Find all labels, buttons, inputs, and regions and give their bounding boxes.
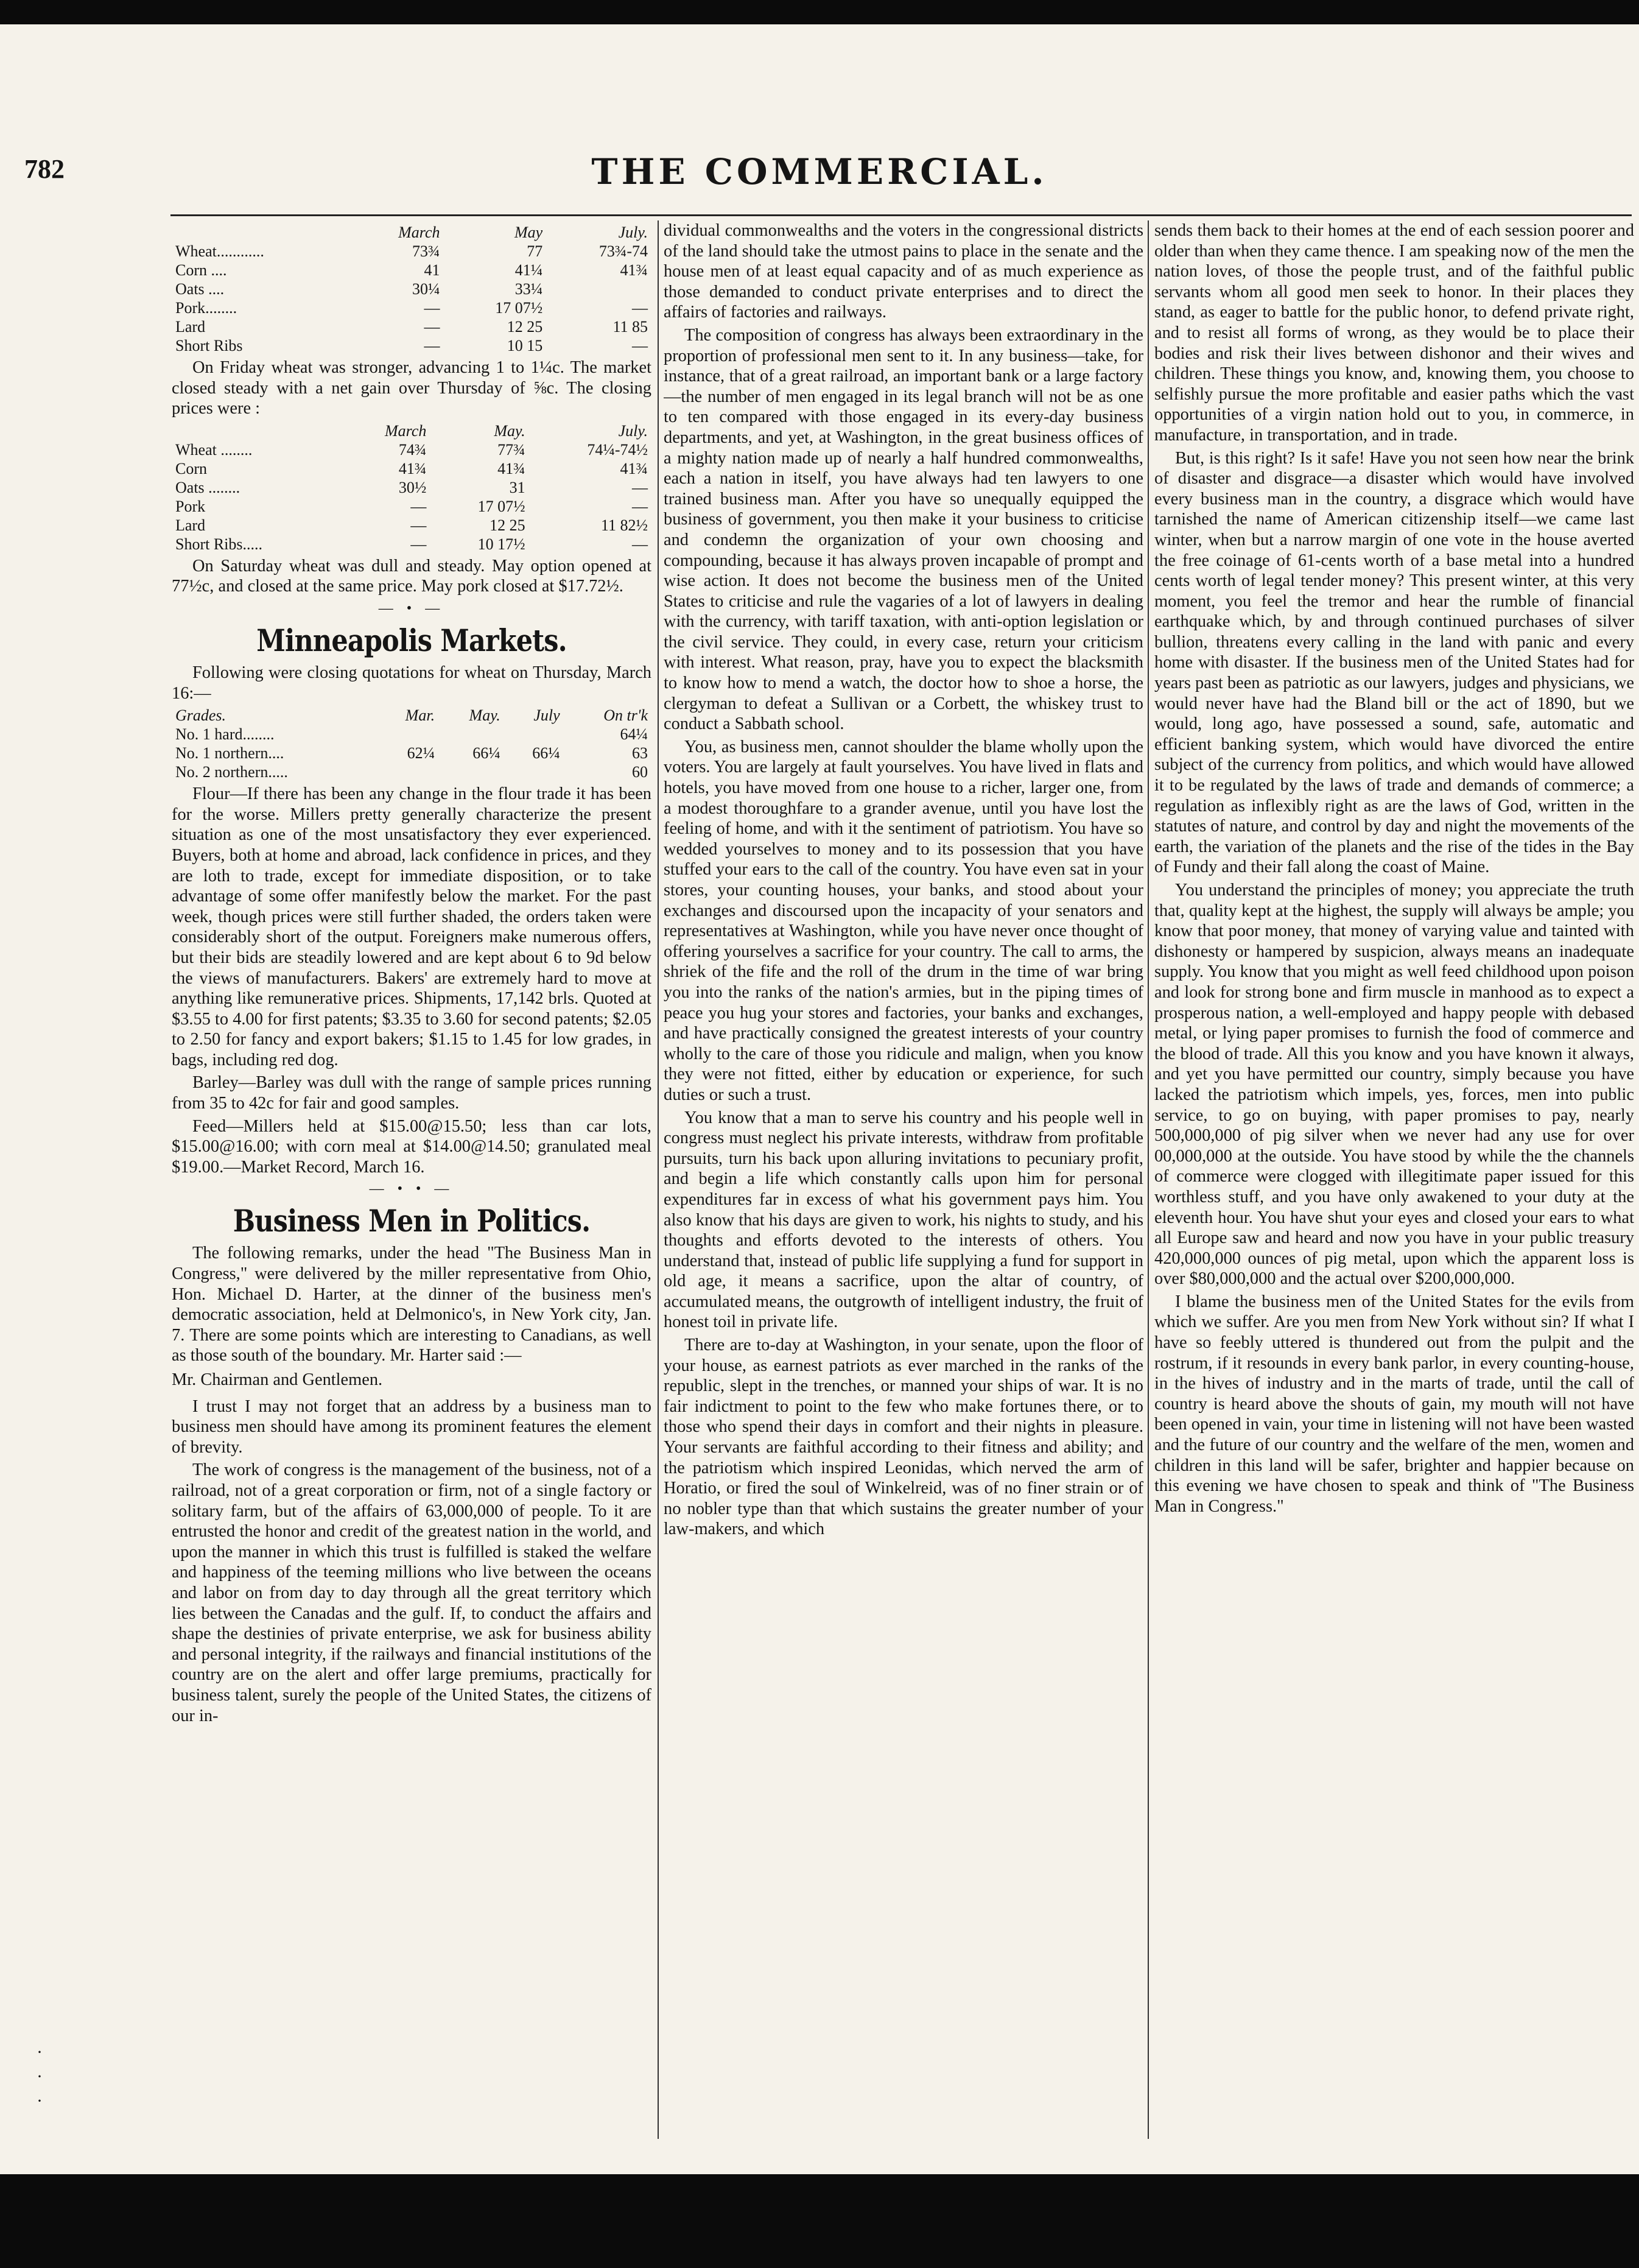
table-cell: 12 25 xyxy=(507,318,543,336)
table-row xyxy=(172,762,651,781)
article-paragraph: You, as business men, cannot shoulder the blame wholly upon the voters. You are largely at fault yourselves. You have lived in flats and hotels, you have moved from one house to a richer, larger one, from a modest thoroughfare to a grander avenue, until you have lost the feeling of home, and with it the sentiment of patriotism. You have so wedded yourselves to money and to its possession that you have stuffed your ears to the call of the country. You have even sat in your stores, your counting houses, your banks, and stood about your exchanges and discoursed upon the incapacity of your senators and representatives at Washington, while you have never once thought of offering yourselves a sacrifice for your country. The call to arms, the shriek of the fife and the roll of the drum in the time of war bring you into the ranks of the nation's armies, but in the piping times of peace you hug your stores and factories, your banks and exchanges, and have practically consigned the greatest interests of your country wholly to the care of those you ridicule and malign, when you know they were not fitted, either by education or experience, for such duties or such a trust. xyxy=(664,737,1143,1104)
minneapolis-wheat-table xyxy=(172,706,651,781)
table-header-cell: Grades. xyxy=(175,706,226,725)
table-cell: 77 xyxy=(527,242,543,260)
article-paragraph: I blame the business men of the United States for the evils from which we suffer. Are you men from New York without sin? If what I have so feebly uttered is thundered out from the pulpit and the rostrum, if it resounds in every bank parlor, in every counting-house, in the hives of industry and in the marts of trade, until the call of country is heard above the shouts of gain, my mouth will not have been opened in vain, your time in listening will not have been wasted and the future of our country and the welfare of the men, women and children in this land will be safer, brighter and happier because on this evening we have chosen to speak and think of "The Business Man in Congress." xyxy=(1154,1292,1634,1516)
table-header-cell: July. xyxy=(618,224,648,241)
table-cell: 10 17½ xyxy=(477,535,525,553)
table-cell xyxy=(376,725,438,744)
table-cell: Corn xyxy=(175,459,207,477)
chicago-prices-table-friday xyxy=(172,421,651,554)
table-cell xyxy=(504,762,564,781)
table-row xyxy=(172,242,651,261)
feed-report: Feed—Millers held at $15.00@15.50; less than car lots, $15.00@16.00; with corn meal at $14.00@14.50; granulated meal $19.00.—Market Record, March 16. xyxy=(172,1116,651,1177)
table-cell xyxy=(504,725,564,744)
table-header-cell: March xyxy=(398,224,440,241)
table-header-cell: May. xyxy=(494,421,525,440)
article-paragraph: The work of congress is the management of the business, not of a railroad, not of a great corporation or firm, not of a single factory or solitary farm, but of the affairs of 63,000,000 of people. To it are entrusted the honor and credit of the greatest nation in the world, and upon the manner in which this trust is fulfilled is staked the welfare and happiness of the teeming millions who live between the oceans and labor on from day to day through all the great territory which lies between the Canadas and the gulf. If, to conduct the affairs and shape the destinies of private enterprise, we ask for business ability and personal integrity, if the railways and financial institutions of the country are on the alert and offer large premiums, practically for business talent, surely the people of the United States, the citizens of our in- xyxy=(172,1460,651,1725)
table-header-cell: On tr'k xyxy=(603,706,648,725)
table-cell: 73¾ xyxy=(412,242,440,260)
table-cell: 41¾ xyxy=(620,261,648,279)
article-paragraph: There are to-day at Washington, in your senate, upon the floor of your house, as earnest patriots as ever marched in the ranks of the republic, slept in the trenches, or manned your ships of war. It is no fair indictment to point to the few who make fortunes there, or to those who spend their days in comfort and their nights in pleasure. Your servants are faithful according to their fitness and ability; and the patriotism which inspired Leonidas, which nerved the arm of Horatio, or fired the soul of Winkelreid, was of no finer strain or of no nobler type than that which sustains the greater number of your law-makers, and which xyxy=(664,1336,1143,1539)
table-cell: 74¾ xyxy=(398,440,427,459)
table-cell: 41¼ xyxy=(514,261,543,279)
section-ornament: — • • — xyxy=(369,1181,454,1197)
table-cell: Lard xyxy=(175,516,206,534)
table-cell: Short Ribs..... xyxy=(175,535,263,553)
table-row xyxy=(172,497,651,516)
table-cell: 63 xyxy=(632,744,648,762)
table-row xyxy=(172,280,651,298)
minneapolis-intro: Following were closing quotations for wheat on Thursday, March 16:— xyxy=(172,663,651,703)
table-row xyxy=(172,336,651,355)
table-row xyxy=(172,459,651,478)
table-cell: — xyxy=(632,497,648,515)
table-cell: — xyxy=(632,299,648,317)
table-cell: Lard xyxy=(175,318,206,336)
table-row xyxy=(172,725,651,744)
column-divider xyxy=(1148,220,1149,2139)
table-row xyxy=(172,744,651,762)
salutation: Mr. Chairman and Gentlemen. xyxy=(172,1370,383,1389)
table-cell: 30½ xyxy=(398,478,427,496)
article-paragraph: The composition of congress has always been extraordinary in the proportion of professional men sent to it. In any business—take, for instance, that of a great railroad, an important bank or a large factory—the number of men engaged in its legal branch will not be as one to ten compared with those engaged in its every-day business departments, and yet, at Washington, in the great business offices of a mighty nation made up of nearly a half hundred commonwealths, each a nation in itself, you have always had ten lawyers to one trained business man. After you have so unequally equipped the business of government, you then make it your business to criticise and condemn the organization of your own choosing and compounding, because it has always proven incapable of prompt and wise action. It does not become the business men of the United States to criticise and rule the vagaries of a lot of lawyers in dealing with the currency, with tariff taxation, with anti-option legislation or the civil service. They could, in every case, return your criticism with interest. What reason, pray, have you to expect the blacksmith to know how to mend a watch, the doctor how to shoe a horse, the clergyman to defeat a Sullivan or a Corbett, the whiskey trust to conduct a Sabbath school. xyxy=(664,325,1143,734)
table-header-cell: July xyxy=(533,706,560,725)
article-paragraph: sends them back to their homes at the end of each session poorer and older than when they came thence. I am speaking now of the men the nation loves, of those the people trust, and of the faithful public servants whom all good men seek to honor. In their places they stand, as eager to battle for the public honor, to defend private right, and to resist all forms of wrong, as they would be to place their bodies and risk their lives between dishonor and their wives and children. These things you know, and, knowing them, you choose to selfishly pursue the more profitable and easier paths which the vast opportunities of a virgin nation hold out to you, in commerce, in manufacture, in transportation, and in trade. xyxy=(1154,221,1634,445)
table-cell: Wheat ........ xyxy=(175,440,253,459)
barley-report: Barley—Barley was dull with the range of sample prices running from 35 to 42c for fair and good samples. xyxy=(172,1073,651,1113)
table-cell: Wheat............ xyxy=(175,242,264,260)
table-cell: — xyxy=(424,337,440,354)
table-cell: 11 85 xyxy=(612,318,648,336)
table-cell: 41¾ xyxy=(497,459,525,477)
article-paragraph: I trust I may not forget that an address by a business man to business men should have among its prominent features the element of brevity. xyxy=(172,1396,651,1457)
table-row xyxy=(172,535,651,554)
table-cell: 62¼ xyxy=(407,744,435,762)
table-header-cell xyxy=(172,223,352,242)
table-header-cell: May. xyxy=(469,706,500,725)
table-cell: 31 xyxy=(509,478,525,496)
table-cell xyxy=(438,762,504,781)
article-paragraph: You know that a man to serve his country and his people well in congress must neglect his private interests, withdraw from profitable pursuits, turn his back upon alluring invitations to pecuniary profit, and begin a life which constantly calls upon him for personal expenditures far in excess of what his government pays him. You also know that his days are given to work, his nights to study, and his thoughts and efforts devoted to the interests of others. You understand that, instead of public life supplying a fund for support in old age, it means a sacrifice, upon the altar of country, of accumulated means, the outgrowth of intelligent industry, the fruit of honest toil in private life. xyxy=(664,1108,1143,1332)
table-cell: — xyxy=(632,478,648,496)
table-cell: 41¾ xyxy=(620,459,648,477)
header-rule xyxy=(170,214,1632,216)
scan-margin-specks: · · · xyxy=(37,2042,43,2111)
table-cell: No. 1 hard........ xyxy=(175,725,275,744)
table-header-cell: Mar. xyxy=(405,706,435,725)
table-cell: — xyxy=(410,535,427,553)
table-cell: 10 15 xyxy=(507,337,543,354)
table-cell xyxy=(438,725,504,744)
table-cell xyxy=(376,762,438,781)
table-cell: 60 xyxy=(632,763,648,781)
masthead: THE COMMERCIAL. xyxy=(591,151,1048,192)
table-row xyxy=(172,516,651,535)
table-cell: 66¼ xyxy=(472,744,500,762)
table-row xyxy=(172,478,651,497)
table-cell: 66¼ xyxy=(532,744,560,762)
table-row xyxy=(172,440,651,459)
table-row xyxy=(172,261,651,280)
table-cell: — xyxy=(410,516,427,534)
table-cell: 41¾ xyxy=(398,459,427,477)
table-cell: — xyxy=(424,318,440,336)
friday-market-report: On Friday wheat was stronger, advancing 1 to 1¼c. The market closed steady with a net gain over Thursday of ⅝c. The closing prices were : xyxy=(172,358,651,418)
table-cell: 17 07½ xyxy=(495,299,543,317)
table-cell: Oats ........ xyxy=(175,478,240,496)
article-paragraph: You understand the principles of money; you appreciate the truth that, quality kept at the highest, the supply will always be ample; you know that poor money, that money of varying value and tainted with dishonesty or hampered by suspicion, always means an inadequate supply. You know that you might as well feed childhood upon poison and look for strong bone and firm muscle in manhood as to expect a prosperous nation, a well-employed and happy people with debased metal, or lying paper promises to furnish the food of commerce and the blood of trade. All this you know and you have known it always, and yet you have permitted our country, simply because you have lacked the patriotism which impels, yes, forces, men into public service, to go on buying, with paper promises to pay, nearly 500,000,000 of pig silver when we never had any use for over 00,000,000 at the outside. You have stood by while the the channels of commerce were clogged with illegitimate paper issued for this worthless stuff, and you have only awakened to your duty at the eleventh hour. You have shut your eyes and closed your ears to what all Europe saw and heard and now you have in your public treasury 420,000,000 ounces of pig metal, upon which the apparent loss is over $80,000,000 and the actual over $200,000,000. xyxy=(1154,881,1634,1289)
table-cell: 77¾ xyxy=(497,440,525,459)
top-scan-border xyxy=(0,0,1639,24)
chicago-prices-table-thursday xyxy=(172,223,651,355)
table-cell: 33¼ xyxy=(514,280,543,298)
table-cell: 30¼ xyxy=(412,280,440,298)
table-cell: No. 1 northern.... xyxy=(175,744,284,762)
table-cell: — xyxy=(410,497,427,515)
column-divider xyxy=(658,220,659,2139)
table-cell: 41 xyxy=(424,261,440,279)
column-3 xyxy=(1154,220,1634,2151)
table-row xyxy=(172,298,651,317)
table-cell: — xyxy=(632,337,648,354)
table-row xyxy=(172,317,651,336)
table-cell: Pork........ xyxy=(175,299,237,317)
table-header-cell xyxy=(172,421,342,440)
bottom-scan-border xyxy=(0,2174,1639,2268)
saturday-market-report: On Saturday wheat was dull and steady. May option opened at 77½c, and closed at the same price. May pork closed at $17.72½. xyxy=(172,556,651,596)
table-cell: — xyxy=(424,299,440,317)
table-cell: 17 07½ xyxy=(477,497,525,515)
table-cell: No. 2 northern..... xyxy=(175,763,288,781)
table-cell: 11 82½ xyxy=(600,516,648,534)
business-men-in-politics-heading: Business Men in Politics. xyxy=(233,1203,591,1239)
table-header-cell: March xyxy=(385,421,427,440)
table-cell: 73¾-74 xyxy=(598,242,648,260)
table-header-cell: July. xyxy=(618,421,648,440)
section-ornament: — • — xyxy=(378,600,445,616)
table-cell: 12 25 xyxy=(490,516,525,534)
table-cell xyxy=(546,280,651,298)
page-number: 782 xyxy=(24,154,65,184)
table-cell: 64¼ xyxy=(620,725,648,744)
article-paragraph: dividual commonwealths and the voters in the congressional districts of the land should take the utmost pains to place in the senate and the house men of at least equal capacity and of as much experience as those demanded to conduct private enterprises and to direct the affairs of factories and railways. xyxy=(664,221,1143,322)
flour-report: Flour—If there has been any change in the flour trade it has been for the worse. Millers pretty generally characterize the present situation as one of the most unsatisfactory they ever experienced. Buyers, both at home and abroad, lack confidence in prices, and they are loth to trade, except for immediate disposition, or to take advantage of some offer manifestly below the market. For the past week, though prices were still further shaded, the orders taken were considerably short of the output. Foreigners make numerous offers, but their bids are steadily lowered and are kept about 6 to 9d below the views of manufacturers. Bakers' are extremely hard to move at anything like remunerative prices. Shipments, 17,142 brls. Quoted at $3.55 to 4.00 for first patents; $3.35 to 3.60 for second patents; $2.05 to 2.50 for fancy and export bakers; $1.15 to 1.45 for low grades, in bags, including red dog. xyxy=(172,784,651,1069)
table-cell: — xyxy=(632,535,648,553)
table-cell: Corn .... xyxy=(175,261,227,279)
column-2 xyxy=(664,220,1143,2151)
minneapolis-markets-heading: Minneapolis Markets. xyxy=(256,622,567,658)
table-cell: 74¼-74½ xyxy=(587,440,648,459)
article-paragraph: But, is this right? Is it safe! Have you not seen how near the brink of disaster and disgrace—a disaster which would have involved every business man in the country, a disgrace which would have tarnished the name of American citizenship itself—we came last winter, when but a narrow margin of one vote in the house averted the free coinage of 61-cents worth of a base metal into a hundred cents worth of legal tender money? This present winter, at this very moment, you feel the tremor and hear the rumble of financial earthquake which, by and through continued purchases of silver bullion, threatens every calling in the land with panic and every home with disaster. If the business men of the United States had for years past been as patriotic as our lawyers, judges and physicians, we would never have had the Bland bill or the act of 1890, but we would, long ago, have possessed a sound, safe, automatic and efficient banking system, which would have divorced the entire subject of the currency from politics, and which would have allowed it to be regulated by the laws of trade and demands of commerce; a regulation as inflexibly right as are the laws of God, written in the statutes of nature, and control by day and night the movements of the earth, the variation of the planets and the rise of the tides in the Bay of Fundy and their fall along the coast of Maine. xyxy=(1154,448,1634,877)
column-1 xyxy=(172,220,651,2151)
table-header-cell: May xyxy=(514,224,543,241)
table-cell: Pork xyxy=(175,497,206,515)
table-cell: Short Ribs xyxy=(175,337,243,354)
table-cell: Oats .... xyxy=(175,280,225,298)
article-intro: The following remarks, under the head "The Business Man in Congress," were delivered by the miller representative from Ohio, Hon. Michael D. Harter, at the dinner of the business men's democratic association, held at Delmonico's, in New York city, Jan. 7. There are some points which are interesting to Canadians, as well as those south of the boundary. Mr. Harter said :— xyxy=(172,1244,651,1365)
